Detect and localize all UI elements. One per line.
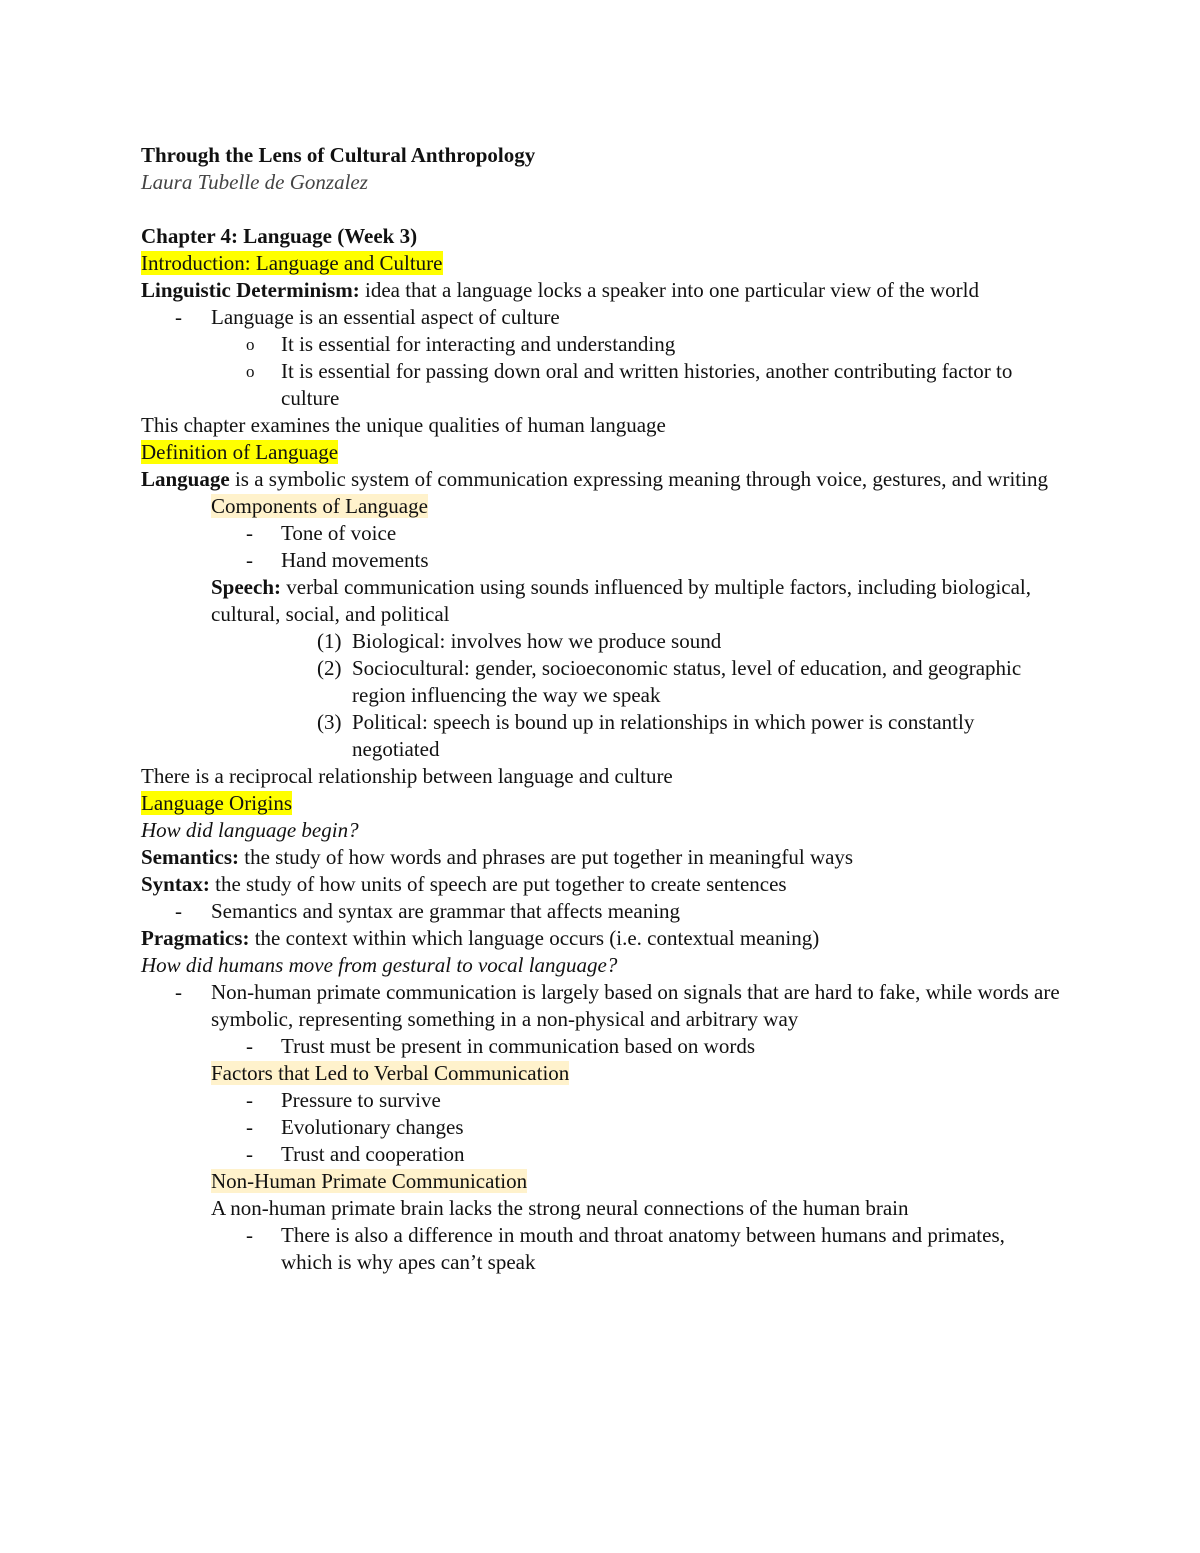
list-item: [141, 979, 1061, 1033]
number-marker: (2): [317, 656, 342, 680]
term-definition: verbal communication using sounds influenced by multiple factors, including biological, cultural, social, and political: [211, 575, 1032, 626]
list-item-text: Trust and cooperation: [281, 1142, 465, 1166]
section-heading-intro: Introduction: Language and Culture: [141, 251, 443, 275]
spacer: [141, 196, 1061, 223]
subheading-nonhuman: Non-Human Primate Communication: [211, 1169, 528, 1193]
chapter-heading: Chapter 4: Language (Week 3): [141, 224, 418, 248]
dash-marker: -: [175, 305, 182, 329]
list-item-text: Language is an essential aspect of culture: [211, 305, 560, 329]
question: How did humans move from gestural to vocal language?: [141, 953, 618, 977]
dash-marker: -: [246, 1223, 253, 1247]
subheading-components: Components of Language: [211, 494, 428, 518]
dash-marker: -: [246, 1115, 253, 1139]
numbered-item-text: Sociocultural: gender, socioeconomic status, level of education, and geographic region influencing the way we speak: [352, 656, 1022, 707]
list-item: [141, 358, 1061, 412]
list-item: [141, 1222, 1061, 1276]
section-heading-origins: Language Origins: [141, 791, 293, 815]
term-definition: is a symbolic system of communication expressing meaning through voice, gestures, and writing: [229, 467, 1048, 491]
question: How did language begin?: [141, 818, 359, 842]
term-language: Language: [141, 467, 230, 491]
pragmatics-paragraph: [141, 925, 1061, 952]
document-title: Through the Lens of Cultural Anthropology: [141, 143, 536, 167]
semantics-paragraph: [141, 844, 1061, 871]
list-item-text: Evolutionary changes: [281, 1115, 464, 1139]
term-definition: the context within which language occurs (i.e. contextual meaning): [249, 926, 820, 950]
dash-marker: -: [246, 521, 253, 545]
section-heading-definition: Definition of Language: [141, 440, 339, 464]
subheading-factors: Factors that Led to Verbal Communication: [211, 1061, 570, 1085]
list-item: [141, 547, 1061, 574]
number-marker: (1): [317, 629, 342, 653]
list-item-text: Semantics and syntax are grammar that affects meaning: [211, 899, 681, 923]
list-item-text: Trust must be present in communication based on words: [281, 1034, 756, 1058]
number-marker: (3): [317, 710, 342, 734]
circle-marker: o: [246, 362, 255, 381]
speech-paragraph: [141, 574, 1061, 628]
numbered-item-text: Biological: involves how we produce sound: [352, 629, 722, 653]
list-item-text: It is essential for passing down oral and written histories, another contributing factor to culture: [281, 359, 1013, 410]
term-syntax: Syntax:: [141, 872, 210, 896]
list-item: [141, 1087, 1061, 1114]
list-item: [141, 1141, 1061, 1168]
numbered-item-text: Political: speech is bound up in relationships in which power is constantly negotiated: [352, 710, 975, 761]
list-item-text: Hand movements: [281, 548, 429, 572]
list-item-text: Non-human primate communication is largely based on signals that are hard to fake, while words are symbolic, representing something in a non-physical and arbitrary way: [211, 980, 1060, 1031]
dash-marker: -: [175, 899, 182, 923]
numbered-item: [141, 628, 1061, 655]
numbered-item: [141, 709, 1061, 763]
linguistic-determinism-paragraph: [141, 277, 1061, 304]
list-item: [141, 304, 1061, 331]
paragraph: There is a reciprocal relationship between language and culture: [141, 764, 673, 788]
list-item: [141, 331, 1061, 358]
paragraph: A non-human primate brain lacks the strong neural connections of the human brain: [211, 1196, 909, 1220]
list-item: [141, 520, 1061, 547]
dash-marker: -: [246, 1142, 253, 1166]
term-definition: the study of how units of speech are put together to create sentences: [209, 872, 787, 896]
list-item: [141, 1114, 1061, 1141]
list-item-text: It is essential for interacting and understanding: [281, 332, 676, 356]
term-definition: the study of how words and phrases are put together in meaningful ways: [239, 845, 854, 869]
list-item-text: There is also a difference in mouth and throat anatomy between humans and primates, which is why apes can’t speak: [281, 1223, 1005, 1274]
term-speech: Speech:: [211, 575, 281, 599]
dash-marker: -: [246, 1034, 253, 1058]
dash-marker: -: [246, 1088, 253, 1112]
term-pragmatics: Pragmatics:: [141, 926, 250, 950]
numbered-item: [141, 655, 1061, 709]
term-linguistic-determinism: Linguistic Determinism:: [141, 278, 360, 302]
list-item: [141, 1033, 1061, 1060]
document-body: [141, 142, 1061, 1276]
list-item-text: Tone of voice: [281, 521, 397, 545]
document-author: Laura Tubelle de Gonzalez: [141, 170, 368, 194]
language-definition-paragraph: [141, 466, 1061, 493]
paragraph: This chapter examines the unique qualities of human language: [141, 413, 666, 437]
dash-marker: -: [175, 980, 182, 1004]
term-definition: idea that a language locks a speaker into one particular view of the world: [359, 278, 979, 302]
circle-marker: o: [246, 335, 255, 354]
term-semantics: Semantics:: [141, 845, 239, 869]
list-item-text: Pressure to survive: [281, 1088, 441, 1112]
syntax-paragraph: [141, 871, 1061, 898]
list-item: [141, 898, 1061, 925]
dash-marker: -: [246, 548, 253, 572]
